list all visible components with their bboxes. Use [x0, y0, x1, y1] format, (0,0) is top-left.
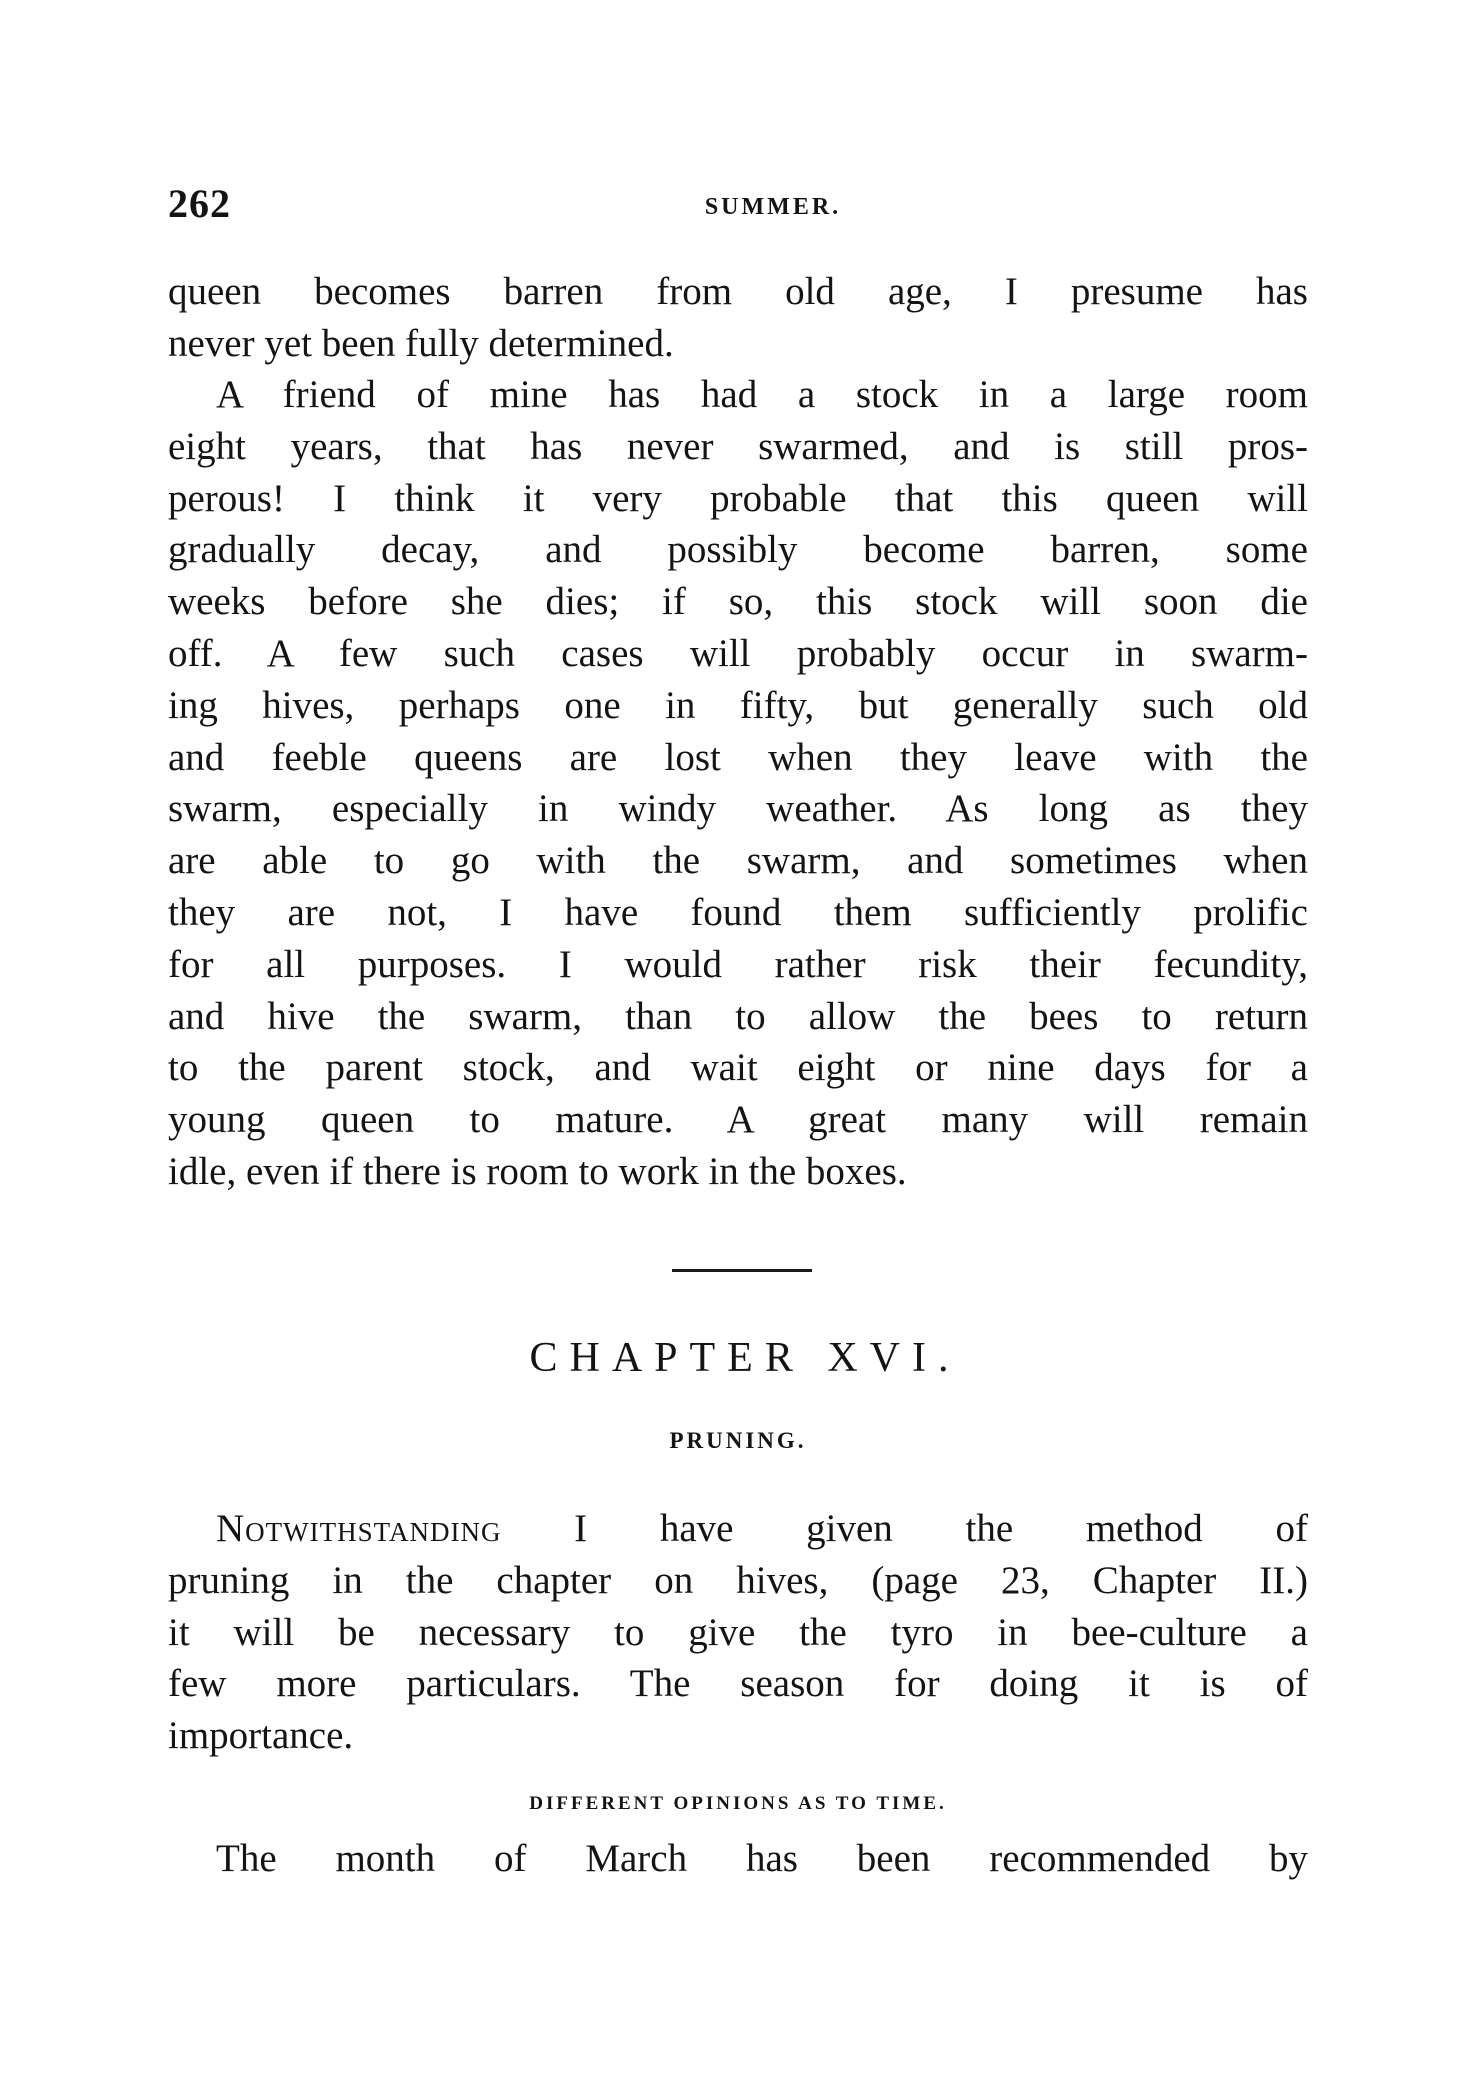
text-line: off. A few such cases will probably occur in swarm-	[168, 631, 1308, 675]
text-line: idle, even if there is room to work in the boxes.	[168, 1149, 907, 1193]
text-line: weeks before she dies; if so, this stock will soon die	[168, 580, 1308, 624]
text-line: they are not, I have found them sufficiently prolific	[168, 890, 1308, 934]
subsection-heading: DIFFERENT OPINIONS AS TO TIME.	[529, 1793, 947, 1814]
section-title: SUMMER.	[704, 194, 842, 220]
text-line: few more particulars. The season for doing it is of	[168, 1662, 1308, 1706]
page-number: 262	[168, 181, 231, 226]
chapter-heading: CHAPTER XVI.	[529, 1335, 961, 1381]
text-line: A friend of mine has had a stock in a large room	[216, 373, 1308, 416]
text-line: are able to go with the swarm, and sometimes when	[168, 839, 1308, 883]
text-line: and hive the swarm, than to allow the bees to return	[168, 994, 1308, 1038]
text-line: swarm, especially in windy weather. As long as they	[168, 787, 1308, 831]
text-line: it will be necessary to give the tyro in bee-culture a	[168, 1610, 1308, 1654]
text-line	[168, 1503, 1308, 1555]
text-line: gradually decay, and possibly become barren, some	[168, 528, 1308, 572]
text-line: eight years, that has never swarmed, and is still pros-	[168, 424, 1308, 468]
text-line: importance.	[168, 1714, 354, 1758]
text-line: ing hives, perhaps one in fifty, but generally such old	[168, 683, 1308, 727]
text-line: never yet been fully determined.	[168, 321, 674, 365]
paragraph-friend-stock	[168, 369, 1308, 1198]
text-line: pruning in the chapter on hives, (page 23, Chapter II.)	[168, 1558, 1308, 1602]
text-line: young queen to mature. A great many will remain	[168, 1098, 1308, 1142]
section-divider	[672, 1269, 812, 1272]
running-head	[168, 180, 1308, 240]
lead-line-rest: I have given the method of	[501, 1507, 1308, 1550]
paragraph-march	[168, 1833, 1308, 1885]
chapter-subtitle: PRUNING.	[669, 1428, 807, 1453]
text-line: queen becomes barren from old age, I presume has	[168, 270, 1308, 313]
paragraph-pruning-intro	[168, 1503, 1308, 1762]
text-line: to the parent stock, and wait eight or nine days for a	[168, 1046, 1308, 1090]
text-line: and feeble queens are lost when they leave with the	[168, 735, 1308, 779]
lead-word: Notwithstanding	[216, 1507, 502, 1550]
text-line: for all purposes. I would rather risk their fecundity,	[168, 942, 1308, 986]
text-line: perous! I think it very probable that this queen will	[168, 476, 1308, 520]
paragraph-continued	[168, 266, 1308, 370]
text-line: The month of March has been recommended by	[216, 1837, 1308, 1880]
